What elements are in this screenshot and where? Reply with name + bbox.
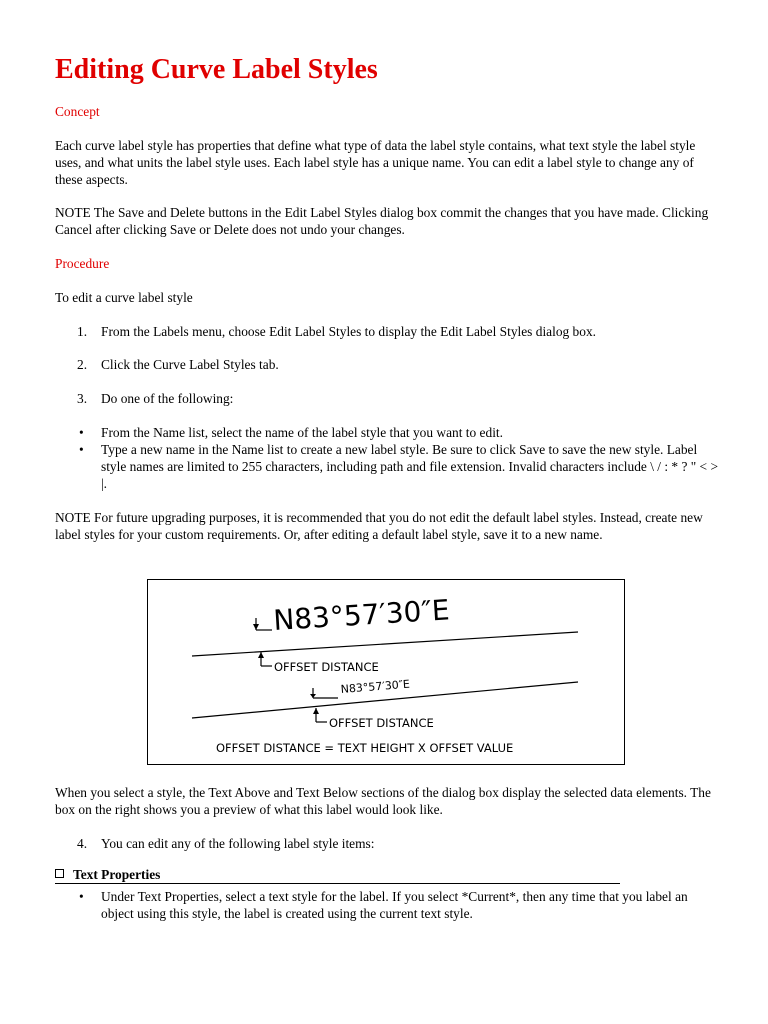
text-properties-label: Text Properties bbox=[73, 867, 161, 882]
page-title: Editing Curve Label Styles bbox=[55, 54, 378, 85]
procedure-heading: Procedure bbox=[55, 256, 110, 271]
bullet-text: Under Text Properties, select a text style for the label. If you select *Current*, then any time that you label an object using this style, the label is created using the current text style. bbox=[101, 889, 688, 921]
offset-formula: OFFSET DISTANCE = TEXT HEIGHT X OFFSET VALUE bbox=[216, 741, 514, 755]
step-number: 1. bbox=[77, 324, 88, 339]
arrow-icon bbox=[258, 652, 264, 658]
step-number: 2. bbox=[77, 357, 88, 372]
large-bearing-label: N83°57′30″E bbox=[272, 593, 451, 637]
note-save-delete: NOTE The Save and Delete buttons in the Edit Label Styles dialog box commit the changes that you have made. Clicking Cancel after clicking Save or Delete does not undo your changes. bbox=[55, 205, 709, 237]
bullet-text: From the Name list, select the name of the label style that you want to edit. bbox=[101, 425, 503, 440]
small-bearing-label: N83°57′30″E bbox=[340, 677, 411, 696]
offset-distance-figure bbox=[147, 579, 625, 765]
offset-label-1: OFFSET DISTANCE bbox=[274, 660, 379, 674]
step-text: From the Labels menu, choose Edit Label Styles to display the Edit Label Styles dialog box. bbox=[101, 324, 596, 339]
step-text: Do one of the following: bbox=[101, 391, 234, 406]
checkbox-icon bbox=[55, 869, 64, 878]
step-number: 3. bbox=[77, 391, 88, 406]
arrow-icon bbox=[253, 624, 259, 630]
offset-label-2: OFFSET DISTANCE bbox=[329, 716, 434, 730]
after-figure-paragraph: When you select a style, the Text Above and Text Below sections of the dialog box display the selected data elements. The box on the right shows you a preview of what this label would look like. bbox=[55, 785, 711, 817]
arrow-icon bbox=[313, 708, 319, 714]
heading-rule bbox=[55, 883, 620, 884]
concept-heading: Concept bbox=[55, 104, 100, 119]
text-properties-heading bbox=[55, 866, 160, 883]
upper-baseline bbox=[192, 632, 578, 656]
bullet-icon: • bbox=[79, 425, 84, 440]
step-text: You can edit any of the following label style items: bbox=[101, 836, 375, 851]
note-upgrading: NOTE For future upgrading purposes, it is recommended that you do not edit the default label styles. Instead, create new label styles for your custom requirements. Or, after editing a default label style, save it to a new name. bbox=[55, 510, 703, 542]
procedure-intro: To edit a curve label style bbox=[55, 290, 193, 305]
concept-paragraph: Each curve label style has properties that define what type of data the label style contains, what text style the label style uses, and what units the label style uses. Each label style has a unique name. You can edit a label style to change any of these aspects. bbox=[55, 138, 696, 187]
bullet-icon: • bbox=[79, 442, 84, 457]
bullet-text: Type a new name in the Name list to create a new label style. Be sure to click Save to save the new style. Label style names are limited to 255 characters, including path and file extension. Invalid characters include \ / : * ? " < > |. bbox=[101, 442, 718, 491]
offset-diagram bbox=[148, 580, 624, 764]
bullet-icon: • bbox=[79, 889, 84, 904]
step-text: Click the Curve Label Styles tab. bbox=[101, 357, 279, 372]
step-number: 4. bbox=[77, 836, 88, 851]
